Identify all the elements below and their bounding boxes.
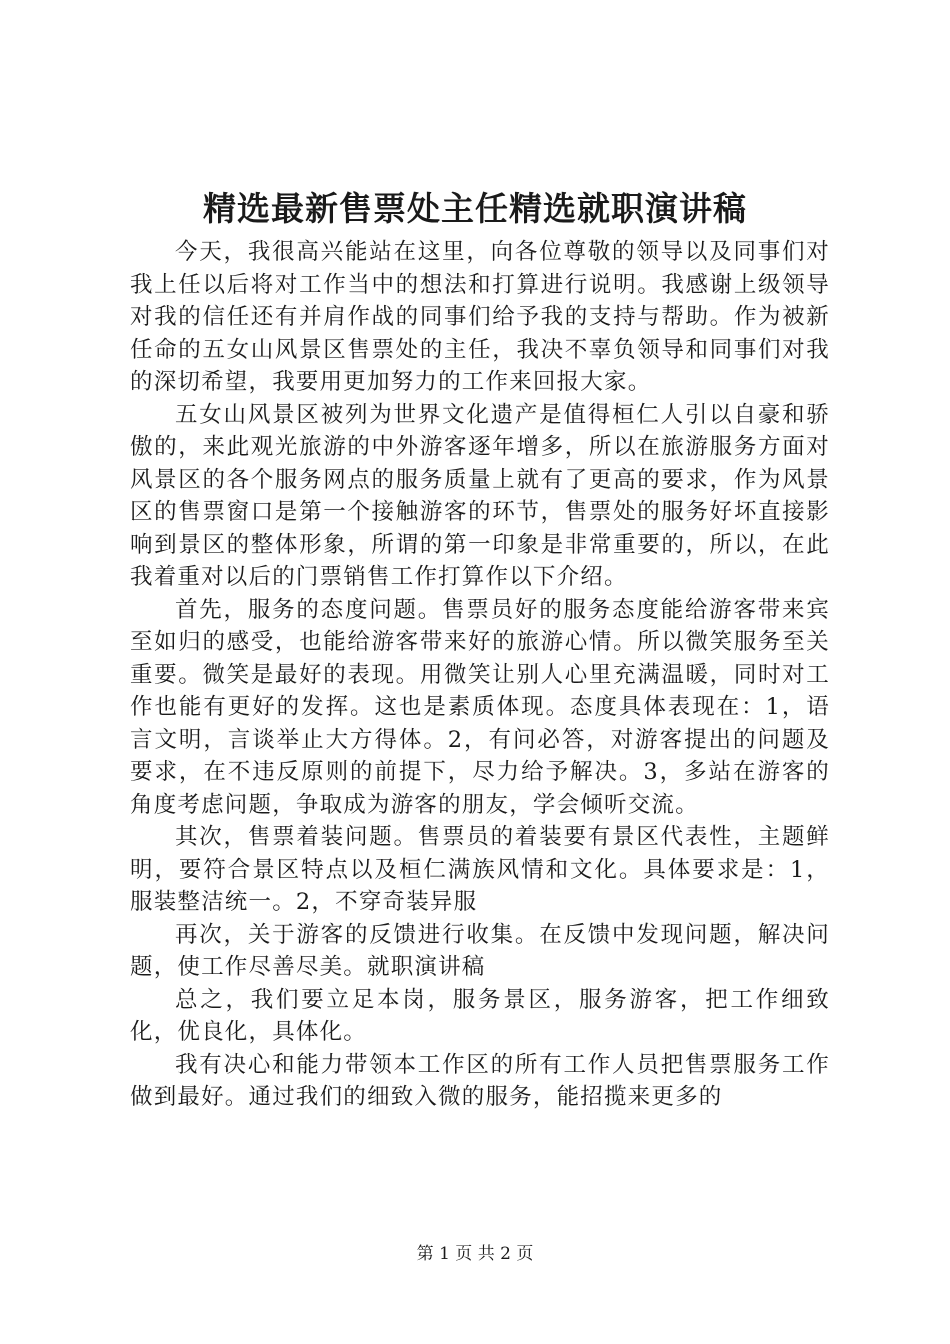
paragraph: 今天，我很高兴能站在这里，向各位尊敬的领导以及同事们对我上任以后将对工作当中的想法和打算进行说明。我感谢上级领导对我的信任还有并肩作战的同事们给予我的支持与帮助。作为被新任命的五女山风景区售票处的主任，我决不辜负领导和同事们对我的深切希望，我要用更加努力的工作来回报大家。 bbox=[130, 239, 830, 395]
document-body bbox=[130, 236, 830, 1114]
paragraph: 首先，服务的态度问题。售票员好的服务态度能给游客带来宾至如归的感受，也能给游客带来好的旅游心情。所以微笑服务至关重要。微笑是最好的表现。用微笑让别人心里充满温暖，同时对工作也能有更好的发挥。这也是素质体现。态度具体表现在：1，语言文明，言谈举止大方得体。2，有问必答，对游客提出的问题及要求，在不违反原则的前提下，尽力给予解决。3，多站在游客的角度考虑问题，争取成为游客的朋友，学会倾听交流。 bbox=[130, 596, 830, 818]
page-number-footer: 第 1 页 共 2 页 bbox=[416, 1244, 534, 1264]
paragraph: 总之，我们要立足本岗，服务景区，服务游客，把工作细致化，优良化，具体化。 bbox=[130, 986, 830, 1045]
paragraph: 我有决心和能力带领本工作区的所有工作人员把售票服务工作做到最好。通过我们的细致入微的服务，能招揽来更多的 bbox=[130, 1051, 830, 1110]
paragraph: 其次，售票着装问题。售票员的着装要有景区代表性，主题鲜明，要符合景区特点以及桓仁满族风情和文化。具体要求是：1，服装整洁统一。2，不穿奇装异服 bbox=[130, 824, 830, 915]
paragraph: 再次，关于游客的反馈进行收集。在反馈中发现问题，解决问题，使工作尽善尽美。就职演讲稿 bbox=[130, 921, 830, 980]
document-title: 精选最新售票处主任精选就职演讲稿 bbox=[203, 189, 747, 228]
paragraph: 五女山风景区被列为世界文化遗产是值得桓仁人引以自豪和骄傲的，来此观光旅游的中外游客逐年增多，所以在旅游服务方面对风景区的各个服务网点的服务质量上就有了更高的要求，作为风景区的售票窗口是第一个接触游客的环节，售票处的服务好坏直接影响到景区的整体形象，所谓的第一印象是非常重要的，所以，在此我着重对以后的门票销售工作打算作以下介绍。 bbox=[130, 401, 830, 590]
